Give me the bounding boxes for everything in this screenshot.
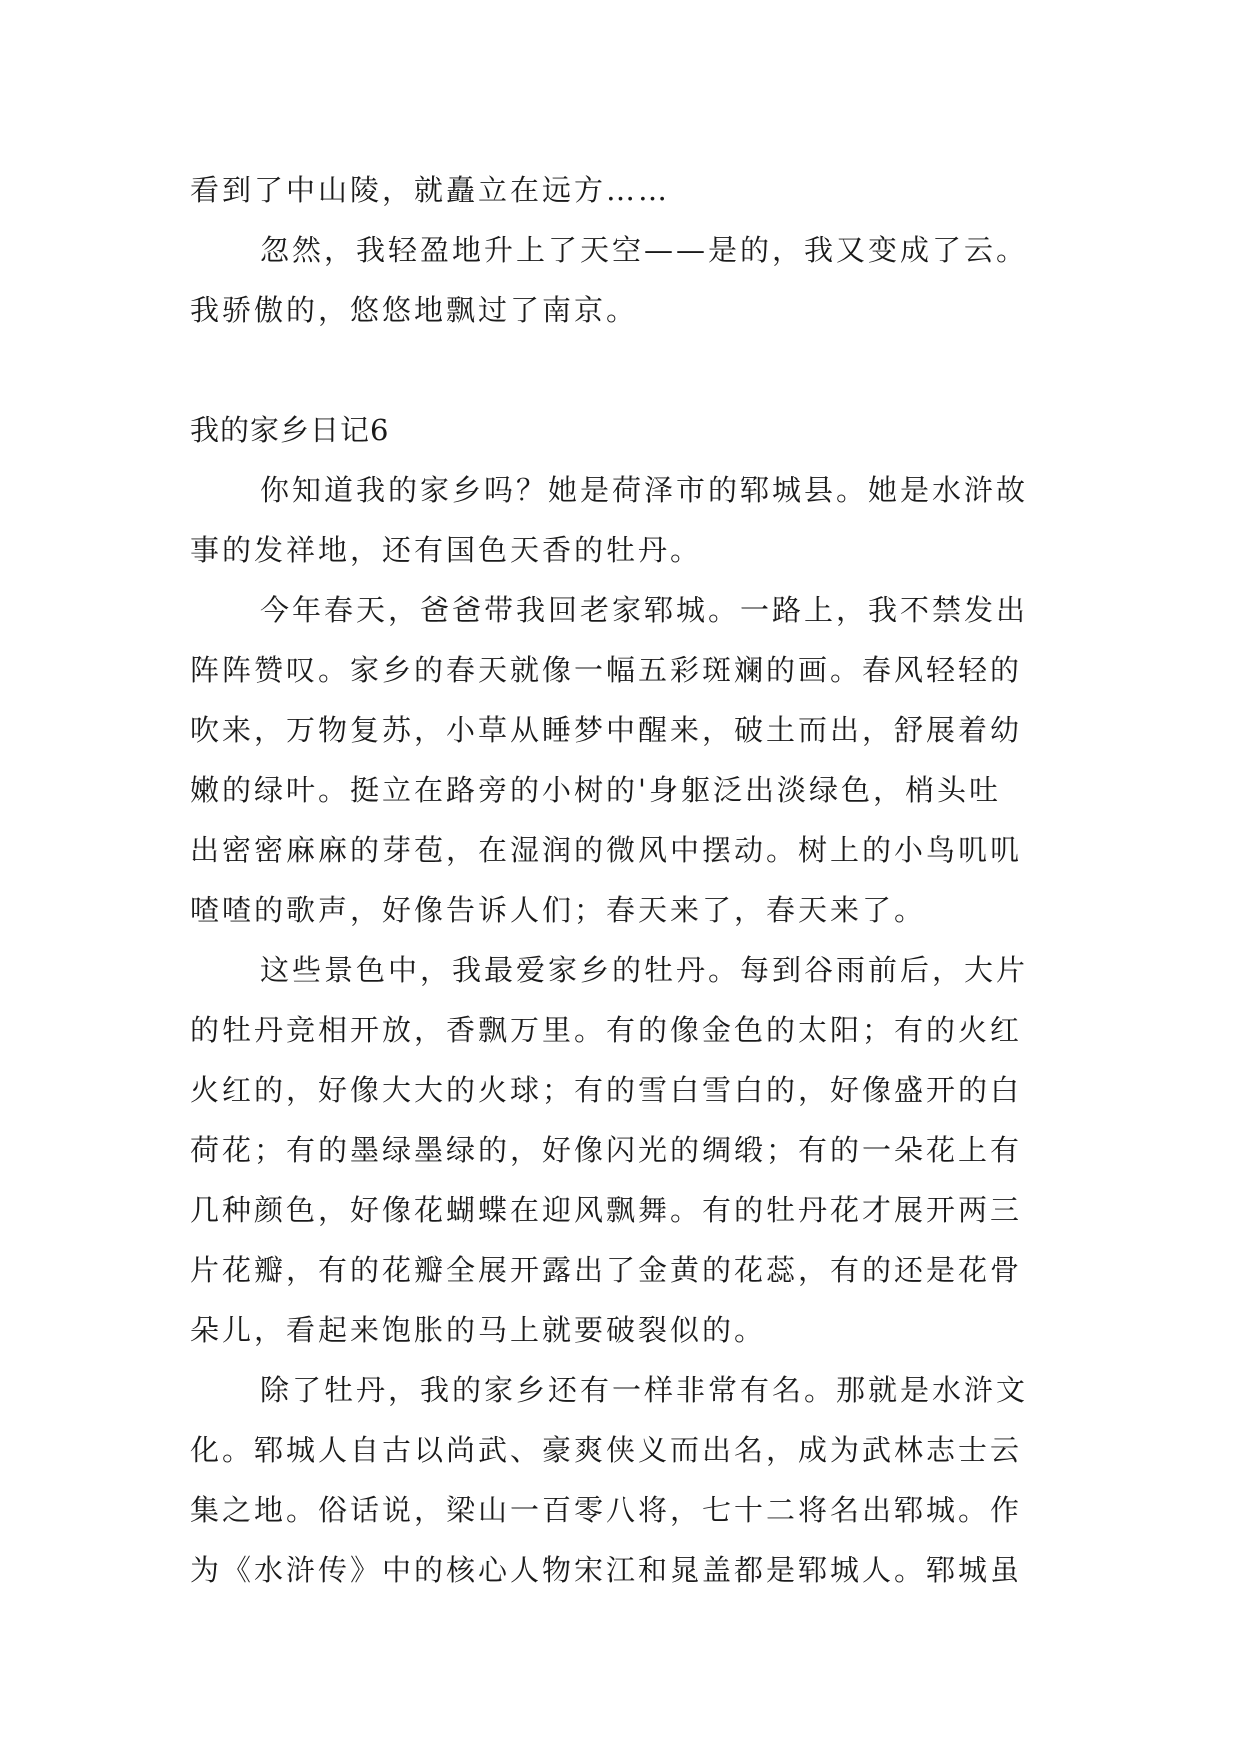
text-line: 朵儿，看起来饱胀的马上就要破裂似的。 (190, 1313, 767, 1347)
text-line: 除了牡丹，我的家乡还有一样非常有名。那就是水浒文 (260, 1373, 1029, 1407)
text-line: 事的发祥地，还有国色天香的牡丹。 (190, 533, 703, 567)
text-line: 忽然，我轻盈地升上了天空——是的，我又变成了云。 (260, 233, 1029, 267)
text-line: 今年春天，爸爸带我回老家郓城。一路上，我不禁发出 (260, 593, 1029, 627)
paragraph-4 (190, 1360, 1070, 1600)
text-line: 出密密麻麻的芽苞，在湿润的微风中摆动。树上的小鸟叽叽 (190, 833, 1023, 867)
text-line: 你知道我的家乡吗？她是荷泽市的郓城县。她是水浒故 (260, 473, 1029, 507)
text-line: 嫩的绿叶。挺立在路旁的小树的'身躯泛出淡绿色，梢头吐 (190, 773, 1001, 807)
text-line: 化。郓城人自古以尚武、豪爽侠义而出名，成为武林志士云 (190, 1433, 1023, 1467)
paragraph-3 (190, 940, 1070, 1360)
text-line: 集之地。俗话说，梁山一百零八将，七十二将名出郓城。作 (190, 1493, 1023, 1527)
text-line: 为《水浒传》中的核心人物宋江和晁盖都是郓城人。郓城虽 (190, 1553, 1023, 1587)
text-line: 喳喳的歌声，好像告诉人们；春天来了，春天来了。 (190, 893, 927, 927)
text-line: 火红的，好像大大的火球；有的雪白雪白的，好像盛开的白 (190, 1073, 1023, 1107)
previous-section-text (190, 160, 1070, 340)
paragraph-1 (190, 460, 1070, 580)
text-line: 荷花；有的墨绿墨绿的，好像闪光的绸缎；有的一朵花上有 (190, 1133, 1023, 1167)
text-line: 看到了中山陵，就矗立在远方…… (190, 173, 671, 207)
text-line: 片花瓣，有的花瓣全展开露出了金黄的花蕊，有的还是花骨 (190, 1253, 1023, 1287)
paragraph-2 (190, 580, 1070, 940)
text-line: 我骄傲的，悠悠地飘过了南京。 (190, 293, 639, 327)
text-line: 吹来，万物复苏，小草从睡梦中醒来，破土而出，舒展着幼 (190, 713, 1023, 747)
text-line: 几种颜色，好像花蝴蝶在迎风飘舞。有的牡丹花才展开两三 (190, 1193, 1023, 1227)
section-title: 我的家乡日记6 (190, 413, 390, 447)
text-line: 阵阵赞叹。家乡的春天就像一幅五彩斑斓的画。春风轻轻的 (190, 653, 1023, 687)
section-gap (190, 340, 1070, 400)
document-page (190, 160, 1070, 1600)
text-line: 的牡丹竞相开放，香飘万里。有的像金色的太阳；有的火红 (190, 1013, 1023, 1047)
text-line: 这些景色中，我最爱家乡的牡丹。每到谷雨前后，大片 (260, 953, 1029, 987)
